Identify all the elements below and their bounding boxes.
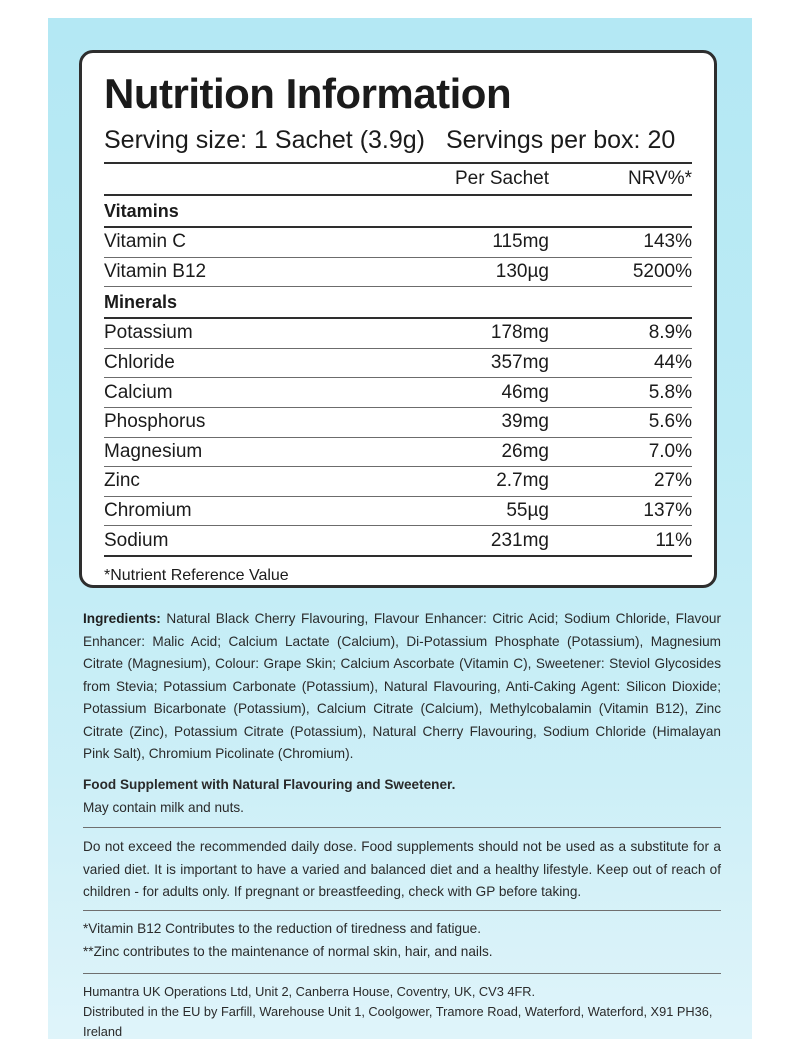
nutrition-panel	[79, 50, 717, 588]
nutrient-nrv: 137%	[643, 500, 692, 522]
nutrient-amount: 46mg	[501, 381, 549, 403]
nutrient-name: Vitamin C	[104, 231, 187, 253]
table-row	[104, 349, 692, 379]
table-header	[104, 164, 692, 196]
ingredients-label: Ingredients:	[83, 611, 161, 626]
nutrient-name: Zinc	[104, 470, 140, 492]
claim-zinc: **Zinc contributes to the maintenance of normal skin, hair, and nails.	[83, 943, 493, 959]
table-row	[104, 228, 692, 258]
warning-text: Do not exceed the recommended daily dose. Food supplements should not be used as a substitute for a varied diet. It is important to have a varied and balanced diet and a healthy lifestyle. Keep out of reach of children - for adults only. If pregnant or breastfeeding, check with GP before taking.	[83, 839, 721, 899]
health-claims	[83, 918, 721, 963]
divider	[83, 973, 721, 974]
nutrient-amount: 231mg	[490, 529, 549, 551]
table-row	[104, 378, 692, 408]
nutrient-name: Chromium	[104, 500, 192, 522]
nutrient-name: Chloride	[104, 352, 175, 374]
nutrient-amount: 130µg	[495, 260, 549, 282]
table-row	[104, 526, 692, 557]
nutrient-nrv: 44%	[653, 352, 692, 374]
nutrient-nrv: 7.0%	[648, 440, 692, 462]
nutrient-nrv: 5200%	[632, 260, 692, 282]
company-address	[83, 982, 721, 1042]
ingredients-block	[83, 608, 721, 766]
nutrient-name: Magnesium	[104, 440, 203, 462]
section-vitamins: Vitamins	[104, 196, 692, 228]
ingredients-text: Natural Black Cherry Flavouring, Flavour Enhancer: Citric Acid; Sodium Chloride, Flavour Enhancer: Malic Acid; Calcium Lactate (Calcium), Di-Potassium Phosphate (Potassium), Magnesium Citrate (Magnesium), Colour: Grape Skin; Calcium Ascorbate (Vitamin C), Sweetener: Steviol Glycosides from Stevia; Potassium Carbonate (Potassium), Natural Flavouring, Anti-Caking Agent: Silicon Dioxide; Potassium Bicarbonate (Potassium), Calcium Citrate (Calcium), Methylcobalamin (Vitamin B12), Zinc Citrate (Zinc), Potassium Citrate (Potassium), Natural Cherry Flavouring, Sodium Chloride (Himalayan Pink Salt), Chromium Picolinate (Chromium).	[83, 611, 721, 761]
divider	[83, 827, 721, 828]
nutrient-amount: 178mg	[490, 322, 549, 344]
eu-address: Distributed in the EU by Farfill, Warehouse Unit 1, Coolgower, Tramore Road, Waterford, Waterford, X91 PH36, Ireland	[83, 1004, 713, 1039]
table-row	[104, 438, 692, 468]
nutrient-amount: 115mg	[492, 231, 549, 253]
nutrient-nrv: 5.8%	[648, 381, 692, 403]
nutrient-nrv: 27%	[653, 470, 692, 492]
nutrition-title: Nutrition Information	[104, 70, 512, 117]
nutrient-amount: 39mg	[501, 411, 549, 433]
nrv-footnote: *Nutrient Reference Value	[104, 566, 289, 584]
nutrient-name: Vitamin B12	[104, 260, 207, 282]
nutrient-amount: 2.7mg	[496, 470, 549, 492]
table-row	[104, 258, 692, 288]
nutrient-amount: 55µg	[506, 500, 549, 522]
nutrient-name: Potassium	[104, 322, 193, 344]
claim-vitamin-b12: *Vitamin B12 Contributes to the reduction of tiredness and fatigue.	[83, 921, 481, 936]
header-nrv: NRV%*	[627, 168, 692, 189]
nutrient-nrv: 5.6%	[648, 411, 692, 433]
table-row	[104, 497, 692, 527]
table-row	[104, 408, 692, 438]
serving-size: Serving size: 1 Sachet (3.9g)	[104, 126, 425, 154]
divider	[83, 910, 721, 911]
allergen-notice: May contain milk and nuts.	[83, 799, 244, 815]
nutrient-name: Phosphorus	[104, 411, 206, 433]
nutrient-name: Calcium	[104, 381, 173, 403]
uk-address: Humantra UK Operations Ltd, Unit 2, Canberra House, Coventry, UK, CV3 4FR.	[83, 984, 536, 999]
nutrient-amount: 26mg	[501, 440, 549, 462]
nutrient-nrv: 8.9%	[648, 322, 692, 344]
section-minerals: Minerals	[104, 287, 692, 319]
supplement-title: Food Supplement with Natural Flavouring and Sweetener.	[83, 777, 456, 792]
table-row	[104, 319, 692, 349]
supplement-block	[83, 774, 721, 819]
nutrient-amount: 357mg	[490, 352, 549, 374]
table-row	[104, 467, 692, 497]
serving-info	[104, 125, 692, 164]
nutrient-name: Sodium	[104, 529, 169, 551]
nutrient-nrv: 11%	[655, 529, 692, 551]
header-per-sachet: Per Sachet	[455, 168, 549, 189]
servings-per-box: Servings per box: 20	[445, 126, 676, 154]
nutrient-nrv: 143%	[643, 231, 692, 253]
